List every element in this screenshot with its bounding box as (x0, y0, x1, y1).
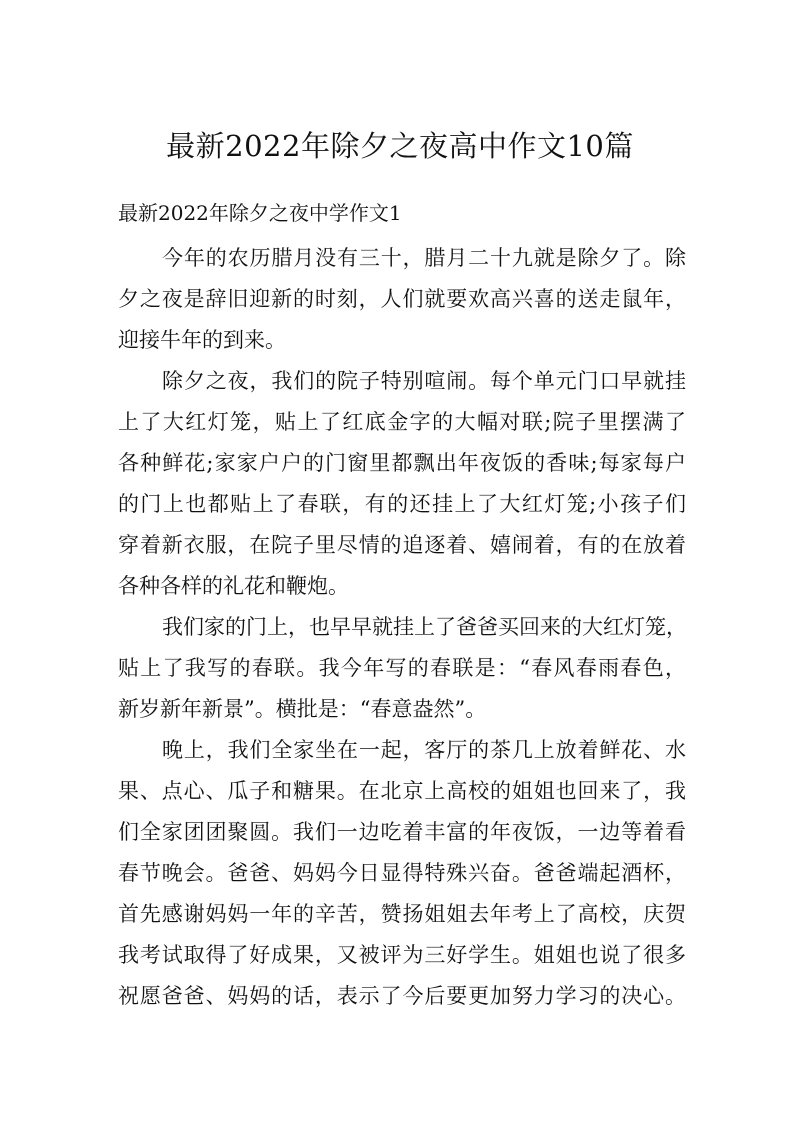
paragraph-line: 夕之夜是辞旧迎新的时刻，人们就要欢高兴喜的送走鼠年， (118, 287, 686, 311)
paragraph-1 (118, 238, 686, 361)
paragraph-line: 的门上也都贴上了春联，有的还挂上了大红灯笼;小孩子们 (118, 492, 686, 516)
paragraph-line: 贴上了我写的春联。我今年写的春联是：“春风春雨春色， (118, 656, 686, 680)
paragraph-line: 们全家团团聚圆。我们一边吃着丰富的年夜饭，一边等着看 (118, 820, 686, 844)
paragraph-line: 果、点心、瓜子和糖果。在北京上高校的姐姐也回来了，我 (118, 779, 686, 803)
paragraph-line: 我考试取得了好成果，又被评为三好学生。姐姐也说了很多 (118, 943, 686, 967)
paragraph-line: 各种鲜花;家家户户的门窗里都飘出年夜饭的香味;每家每户 (118, 451, 686, 475)
paragraph-2 (118, 361, 686, 607)
paragraph-3 (118, 607, 686, 730)
paragraph-line: 祝愿爸爸、妈妈的话，表示了今后要更加努力学习的决心。 (118, 984, 686, 1008)
document-title: 最新2022年除夕之夜高中作文10篇 (166, 129, 634, 163)
paragraph-line: 除夕之夜，我们的院子特别喧闹。每个单元门口早就挂 (162, 369, 686, 393)
section-heading: 最新2022年除夕之夜中学作文1 (118, 201, 402, 225)
paragraph-line: 今年的农历腊月没有三十，腊月二十九就是除夕了。除 (162, 246, 686, 270)
paragraph-line: 新岁新年新景”。横批是：“春意盎然”。 (118, 697, 487, 721)
paragraph-line: 迎接牛年的到来。 (118, 328, 286, 352)
paragraph-line: 春节晚会。爸爸、妈妈今日显得特殊兴奋。爸爸端起酒杯， (118, 861, 686, 885)
paragraph-line: 首先感谢妈妈一年的辛苦，赞扬姐姐去年考上了高校，庆贺 (118, 902, 686, 926)
paragraph-4 (118, 730, 686, 1017)
paragraph-line: 各种各样的礼花和鞭炮。 (118, 574, 349, 598)
paragraph-line: 我们家的门上，也早早就挂上了爸爸买回来的大红灯笼， (162, 615, 687, 639)
paragraph-line: 穿着新衣服，在院子里尽情的追逐着、嬉闹着，有的在放着 (118, 533, 686, 557)
paragraph-line: 上了大红灯笼，贴上了红底金字的大幅对联;院子里摆满了 (118, 410, 686, 434)
paragraph-line: 晚上，我们全家坐在一起，客厅的茶几上放着鲜花、水 (162, 738, 686, 762)
